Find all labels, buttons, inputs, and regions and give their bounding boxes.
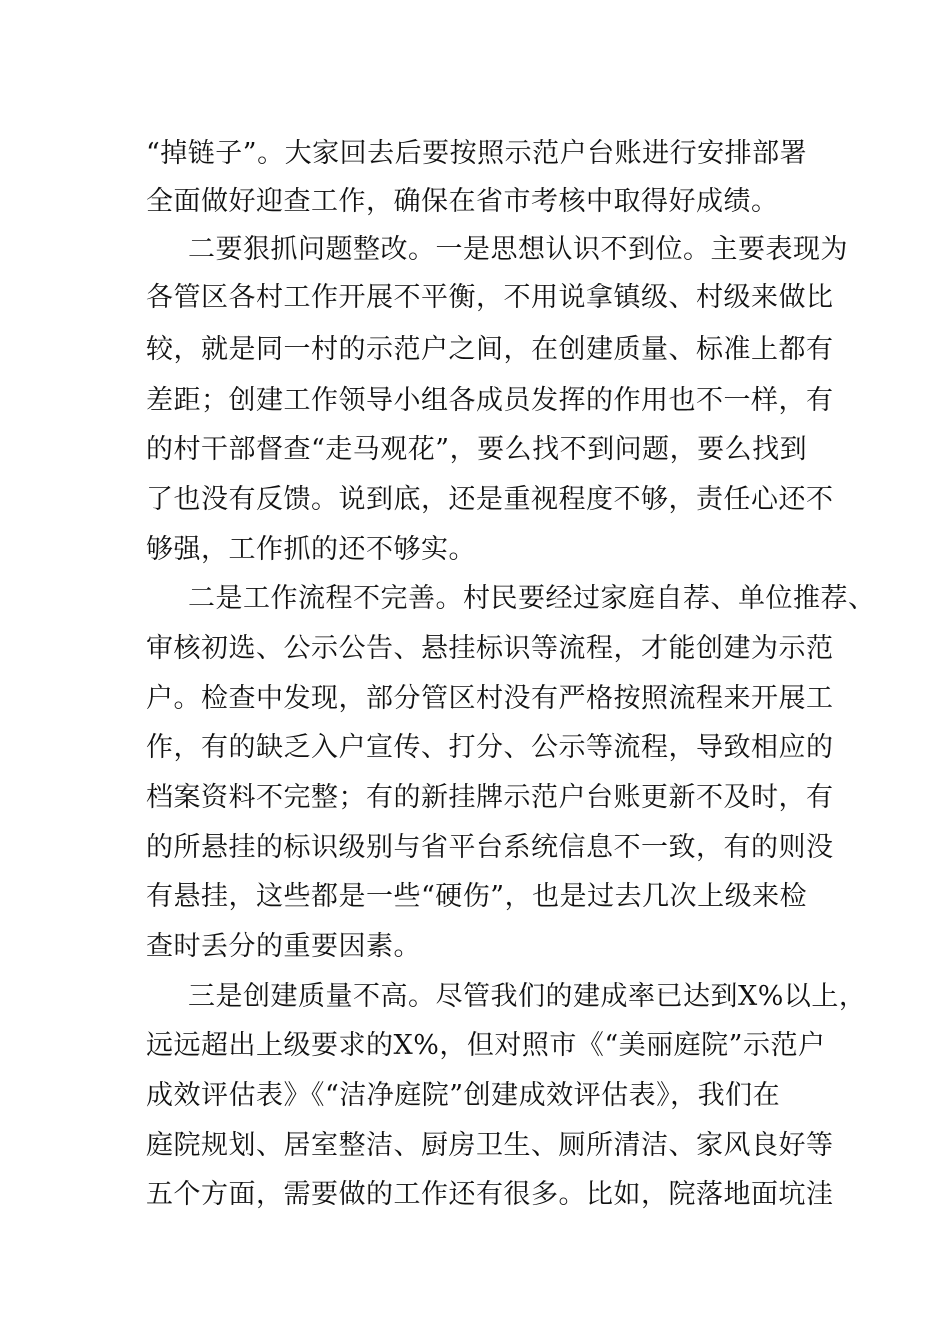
text-line-5: 较，就是同一村的示范户之间，在创建质量、标准上都有 bbox=[146, 334, 834, 365]
text-line-3: 二要狠抓问题整改。一是思想认识不到位。主要表现为 bbox=[188, 234, 848, 265]
text-line-20: 成效评估表》《“洁净庭院”创建成效评估表》，我们在 bbox=[146, 1080, 781, 1111]
text-line-8: 了也没有反馈。说到底，还是重视程度不够，责任心还不 bbox=[146, 484, 834, 515]
text-line-9: 够强，工作抓的还不够实。 bbox=[146, 534, 476, 565]
text-line-16: 有悬挂，这些都是一些“硬伤”，也是过去几次上级来检 bbox=[146, 881, 808, 912]
text-line-18: 三是创建质量不高。尽管我们的建成率已达到X%以上， bbox=[188, 981, 867, 1012]
text-line-11: 审核初选、公示公告、悬挂标识等流程，才能创建为示范 bbox=[146, 633, 834, 664]
text-line-14: 档案资料不完整；有的新挂牌示范户台账更新不及时，有 bbox=[146, 782, 834, 813]
text-line-1: “掉链子”。大家回去后要按照示范户台账进行安排部署 bbox=[146, 138, 808, 169]
text-line-17: 查时丢分的重要因素。 bbox=[146, 931, 421, 962]
text-line-21: 庭院规划、居室整洁、厨房卫生、厕所清洁、家风良好等 bbox=[146, 1130, 834, 1161]
text-line-2: 全面做好迎查工作，确保在省市考核中取得好成绩。 bbox=[146, 186, 779, 217]
text-line-7: 的村干部督查“走马观花”，要么找不到问题，要么找到 bbox=[146, 434, 808, 465]
text-line-12: 户。检查中发现，部分管区村没有严格按照流程来开展工 bbox=[146, 683, 834, 714]
text-line-15: 的所悬挂的标识级别与省平台系统信息不一致，有的则没 bbox=[146, 832, 834, 863]
text-line-10: 二是工作流程不完善。村民要经过家庭自荐、单位推荐、 bbox=[188, 583, 876, 614]
text-line-4: 各管区各村工作开展不平衡，不用说拿镇级、村级来做比 bbox=[146, 282, 834, 313]
text-line-19: 远远超出上级要求的X%，但对照市《“美丽庭院”示范户 bbox=[146, 1030, 826, 1061]
text-line-13: 作，有的缺乏入户宣传、打分、公示等流程，导致相应的 bbox=[146, 732, 834, 763]
text-line-22: 五个方面，需要做的工作还有很多。比如，院落地面坑洼 bbox=[146, 1179, 834, 1210]
text-line-6: 差距；创建工作领导小组各成员发挥的作用也不一样，有 bbox=[146, 385, 834, 416]
